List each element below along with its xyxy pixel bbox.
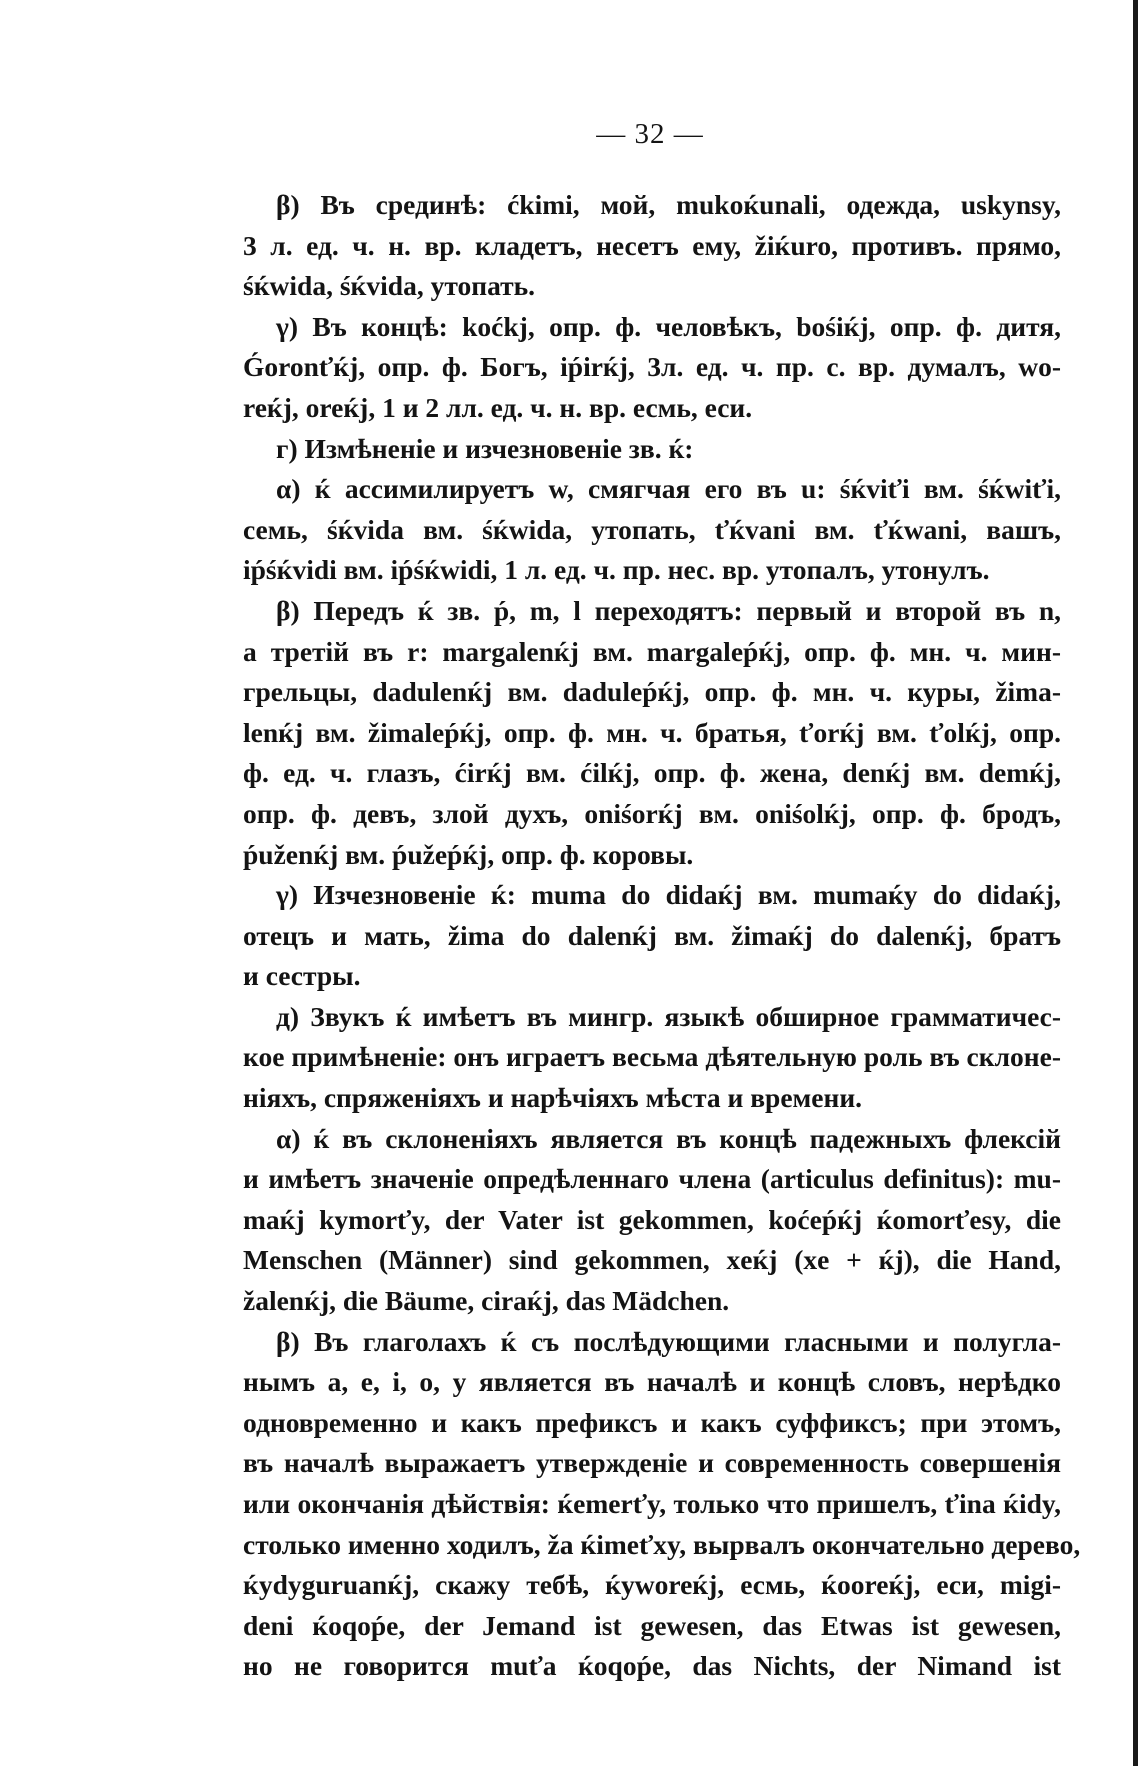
text-line: Menschen (Männer) sind gekommen, xeќj (xe + ќj), die Hand, [243,1244,1061,1276]
body-text [243,185,1081,1687]
text-line: кое примѣненіе: онъ играетъ весьма дѣятельную роль въ склоне- [243,1041,1061,1073]
text-line: и сестры. [243,960,361,992]
text-line: ф. ед. ч. глазъ, ćirќj вм. ćilќj, опр. ф. жена, denќj вм. demќj, [243,757,1061,789]
text-line: г) Измѣненіе и изчезновеніе зв. ќ: [276,432,694,464]
text-line: отецъ и мать, žima do dalenќj вм. žimaќj do dalenќj, братъ [243,919,1061,951]
text-line: а третій въ r: margalenќj вм. margaleṕќj, опр. ф. мн. ч. мин- [243,635,1061,667]
text-line: грельцы, dadulenќj вм. daduleṕќj, опр. ф. мн. ч. куры, žima- [243,676,1061,708]
text-line: 3 л. ед. ч. н. вр. кладетъ, несетъ ему, žiќuro, противъ. прямо, [243,229,1061,261]
text-line: Ǵoronťќj, опр. ф. Богъ, iṕirќj, 3л. ед. ч. пр. с. вр. думалъ, wo- [243,351,1061,383]
text-line: lenќj вм. žimaleṕќj, опр. ф. мн. ч. братья, ťorќj вм. ťolќj, опр. [243,716,1061,748]
text-line: опр. ф. девъ, злой духъ, oniśorќj вм. oniśolќj, опр. ф. бродъ, [243,797,1061,829]
text-line: α) ќ ассимилируетъ w, смягчая его въ u: śќviťi вм. śќwiťi, [276,473,1061,505]
text-line: но не говорится muťa ќoqoṕe, das Nichts, der Nimand ist [243,1650,1061,1682]
text-line: ṕuženќj вм. ṕužeṕќj, опр. ф. коровы. [243,838,694,870]
text-line: iṕśќvidi вм. iṕśќwidi, 1 л. ед. ч. пр. нес. вр. утопалъ, утонулъ. [243,554,990,586]
text-line: въ началѣ выражаетъ утвержденіе и современность совершенія [243,1447,1061,1479]
text-line: deni ќoqoṕe, der Jemand ist gewesen, das Etwas ist gewesen, [243,1609,1061,1641]
text-line: ќydyguruanќj, скажу тебѣ, ќyworeќj, есмь, ќooreќj, еси, migi- [243,1569,1061,1601]
text-line: и имѣетъ значеніе опредѣленнаго члена (articulus definitus): mu- [243,1163,1061,1195]
text-line: žalenќj, die Bäume, ciraќj, das Mädchen. [243,1285,730,1317]
text-line: śќwida, śќvida, утопать. [243,270,536,302]
page-number: — 32 — [596,118,704,150]
text-line: α) ќ въ склоненіяхъ является въ концѣ падежныхъ флексій [276,1122,1061,1154]
text-line: β) Въ глаголахъ ќ съ послѣдующими гласными и полугла- [276,1325,1061,1357]
text-line: или окончанія дѣйствія: ќemerťy, только что пришелъ, ťina ќidy, [243,1488,1061,1519]
text-line: д) Звукъ ќ имѣетъ въ мингр. языкѣ обширное грамматичес- [276,1000,1061,1032]
text-line: столько именно ходилъ, ža ќimeťxy, вырвалъ окончательно дерево, [243,1528,1081,1560]
page-header [0,118,1140,151]
text-line: reќj, oreќj, 1 и 2 лл. ед. ч. н. вр. есмь, еси. [243,391,753,423]
text-line: одновременно и какъ префиксъ и какъ суффиксъ; при этомъ, [243,1406,1061,1438]
text-line: ніяхъ, спряженіяхъ и нарѣчіяхъ мѣста и времени. [243,1082,863,1114]
text-line: γ) Въ концѣ: koćkj, опр. ф. человѣкъ, bośiќj, опр. ф. дитя, [276,310,1061,342]
text-line: нымъ a, e, i, o, y является въ началѣ и концѣ словъ, нерѣдко [243,1366,1061,1398]
text-line: семь, śќvida вм. śќwida, утопать, ťќvani вм. ťќwani, вашъ, [243,513,1061,545]
text-line: β) Передъ ќ зв. ṕ, m, l переходятъ: первый и второй въ n, [276,594,1061,626]
text-line: β) Въ срединѣ: ćkimi, мой, mukoќunali, одежда, uskynsy, [276,189,1061,220]
text-line: γ) Изчезновеніе ќ: muma do didaќj вм. mumaќy do didaќj, [276,879,1061,911]
page-edge [1133,0,1138,1766]
text-line: maќj kymorťy, der Vater ist gekommen, koćeṕќj ќomorťesy, die [243,1203,1061,1235]
